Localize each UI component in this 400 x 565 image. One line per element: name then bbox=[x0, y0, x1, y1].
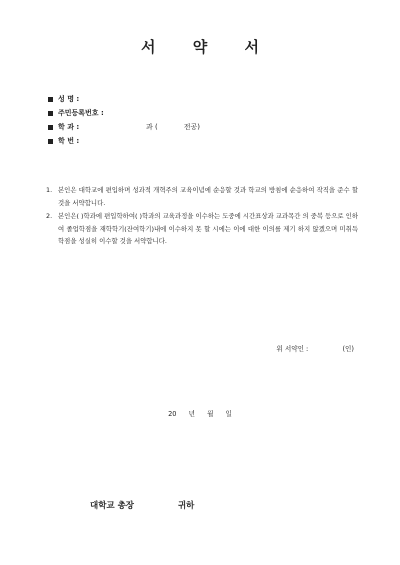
clause-text: 본인은( )학과에 편입학하여( )학과의 교육과정을 이수하는 도중에 시간표상과 교과목간 의 중복 등으로 인하여 졸업학점을 재학학기(잔여학기)내에 이수하지 못 할 시에는 이에 대한 이의를 제기 하지 않겠으며 미취득학점을 성실히 이수할 것을 서약합니다. bbox=[58, 212, 358, 245]
date-day-unit: 일 bbox=[225, 410, 232, 418]
addressee-suffix: 귀하 bbox=[177, 501, 195, 511]
signer-label: 위 서약인 : bbox=[276, 345, 309, 353]
field-resident-number bbox=[48, 106, 200, 120]
pledge-clauses bbox=[46, 184, 358, 249]
date-year: 20 bbox=[168, 410, 177, 418]
field-student-id bbox=[48, 134, 200, 148]
addressee bbox=[90, 499, 194, 511]
field-department bbox=[48, 120, 200, 134]
clause-number: 1. bbox=[46, 186, 53, 194]
field-department-suffix: 과 ( bbox=[146, 123, 158, 131]
date-year-unit: 년 bbox=[188, 410, 195, 418]
field-major-suffix: 전공) bbox=[183, 123, 200, 131]
signer-line bbox=[276, 343, 354, 353]
square-bullet-icon bbox=[48, 139, 53, 144]
seal-mark: (인) bbox=[342, 345, 354, 353]
field-name bbox=[48, 92, 200, 106]
square-bullet-icon bbox=[48, 125, 53, 130]
field-student-id-label: 학 번 : bbox=[58, 137, 80, 145]
square-bullet-icon bbox=[48, 111, 53, 116]
field-resident-number-label: 주민등록번호 : bbox=[58, 109, 104, 117]
clause-1 bbox=[46, 184, 358, 209]
document-title: 서 약 서 bbox=[141, 38, 275, 56]
square-bullet-icon bbox=[48, 97, 53, 102]
date-line bbox=[0, 408, 400, 418]
clause-2 bbox=[46, 210, 358, 248]
field-name-label: 성 명 : bbox=[58, 95, 80, 103]
clause-text: 본인은 대학교에 편입하며 성과적 개혁주의 교육이념에 순응할 것과 학교의 방침에 순응하여 작직을 준수 할 것을 서약합니다. bbox=[58, 186, 358, 207]
applicant-fields bbox=[48, 92, 200, 148]
clause-number: 2. bbox=[46, 212, 53, 220]
addressee-name: 대학교 총장 bbox=[90, 501, 135, 511]
date-month-unit: 월 bbox=[207, 410, 214, 418]
field-department-label: 학 과 : bbox=[58, 123, 80, 131]
